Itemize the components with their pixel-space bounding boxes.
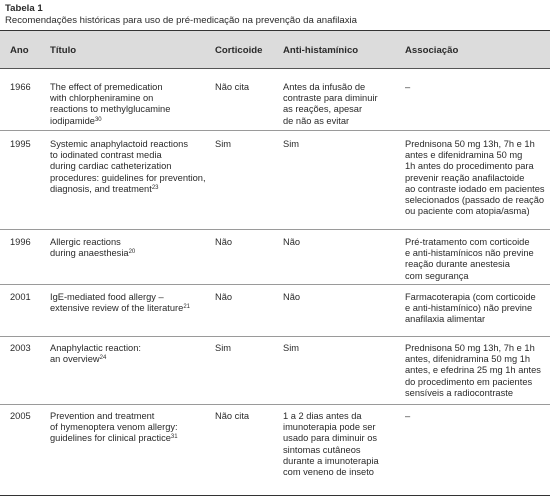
cell-titulo-line: of hymenoptera venom allergy: xyxy=(50,422,178,433)
cell-anti-histaminico-line: contraste para diminuir xyxy=(283,93,378,104)
bottom-rule xyxy=(0,495,550,496)
cell-associacao-line: Pré-tratamento com corticoide xyxy=(405,237,530,247)
cell-anti-histaminico xyxy=(283,82,378,127)
row-divider xyxy=(0,404,550,405)
cell-associacao-line: – xyxy=(405,411,411,421)
cell-titulo-line: IgE-mediated food allergy – xyxy=(50,292,164,302)
cell-associacao xyxy=(405,343,541,399)
cell-associacao-line: reação durante anestesia xyxy=(405,259,510,270)
cell-titulo-line: reactions to methylglucamine xyxy=(50,104,171,115)
header-rule xyxy=(0,68,550,69)
cell-anti-histaminico xyxy=(283,411,379,478)
cell-anti-histaminico-line: sintomas cutâneos xyxy=(283,444,361,455)
cell-associacao-line: antes e difenidramina 50 mg xyxy=(405,150,523,161)
cell-associacao xyxy=(405,292,536,326)
cell-anti-histaminico-line: de não as evitar xyxy=(283,115,350,126)
cell-corticoide-line: Sim xyxy=(215,139,232,149)
cell-corticoide xyxy=(215,237,232,248)
cell-corticoide xyxy=(215,411,249,422)
cell-titulo-line: Anaphylactic reaction: xyxy=(50,343,141,353)
header-corticoide: Corticoide xyxy=(215,45,263,56)
reference-superscript: 24 xyxy=(99,355,107,362)
header-band xyxy=(0,31,550,69)
cell-ano: 2001 xyxy=(10,292,31,302)
cell-titulo-line: diagnosis, and treatment xyxy=(50,183,152,194)
reference-superscript: 23 xyxy=(151,184,159,191)
cell-anti-histaminico-line: as reações, apesar xyxy=(283,104,363,115)
cell-titulo-line: Prevention and treatment xyxy=(50,411,155,421)
header-ano: Ano xyxy=(10,45,29,56)
cell-associacao-line: Farmacoterapia (com corticoide xyxy=(405,292,536,302)
cell-associacao-line: antes, difenidramina 50 mg 1h xyxy=(405,354,531,365)
cell-corticoide xyxy=(215,292,232,303)
cell-associacao-line: com segurança xyxy=(405,270,469,281)
cell-associacao-line: e anti-histamínicos não previne xyxy=(405,248,534,259)
header-titulo: Título xyxy=(50,45,77,56)
cell-associacao-line: e anti-histamínico) não previne xyxy=(405,303,533,314)
cell-associacao-line: antes, e efedrina 25 mg 1h antes xyxy=(405,365,541,376)
cell-titulo xyxy=(50,82,170,127)
header-anti-histaminico: Anti-histamínico xyxy=(283,45,359,56)
cell-titulo-line: extensive review of the literature xyxy=(50,303,184,314)
cell-titulo-line: an overview xyxy=(50,354,100,365)
cell-associacao-line: 1h antes do procedimento para xyxy=(405,161,534,172)
cell-associacao-line: Prednisona 50 mg 13h, 7h e 1h xyxy=(405,343,535,353)
table-caption xyxy=(5,3,357,27)
cell-anti-histaminico-line: 1 a 2 dias antes da xyxy=(283,411,362,421)
cell-titulo-line: Systemic anaphylactoid reactions xyxy=(50,139,188,149)
cell-associacao xyxy=(405,82,410,93)
cell-associacao-line: – xyxy=(405,82,411,92)
cell-associacao xyxy=(405,237,534,282)
cell-anti-histaminico-line: Sim xyxy=(283,139,300,149)
cell-ano: 1996 xyxy=(10,237,31,247)
cell-anti-histaminico-line: Não xyxy=(283,237,301,247)
cell-titulo-line: procedures: guidelines for prevention, xyxy=(50,172,206,183)
cell-titulo xyxy=(50,343,141,365)
row-divider xyxy=(0,284,550,285)
cell-corticoide-line: Não cita xyxy=(215,82,250,92)
row-divider xyxy=(0,336,550,337)
cell-titulo-line: Allergic reactions xyxy=(50,237,121,247)
cell-titulo-line: during anaesthesia xyxy=(50,248,129,259)
cell-anti-histaminico xyxy=(283,292,300,303)
cell-titulo-line: The effect of premedication xyxy=(50,82,163,92)
cell-titulo-line: to iodinated contrast media xyxy=(50,150,162,161)
cell-anti-histaminico xyxy=(283,139,299,150)
cell-titulo xyxy=(50,237,135,259)
cell-titulo-line: iodipamide xyxy=(50,115,95,126)
cell-ano: 1995 xyxy=(10,139,31,149)
cell-corticoide-line: Não cita xyxy=(215,411,250,421)
cell-associacao-line: do procedimento em pacientes xyxy=(405,376,533,387)
cell-titulo xyxy=(50,411,178,445)
reference-superscript: 31 xyxy=(170,434,178,441)
table-title: Recomendações históricas para uso de pré-medicação na prevenção da anafilaxia xyxy=(5,15,357,26)
table-label: Tabela 1 xyxy=(5,3,43,14)
cell-corticoide xyxy=(215,343,231,354)
cell-anti-histaminico xyxy=(283,237,300,248)
cell-corticoide-line: Sim xyxy=(215,343,232,353)
cell-titulo xyxy=(50,292,190,314)
cell-associacao-line: anafilaxia alimentar xyxy=(405,314,486,325)
cell-associacao-line: Prednisona 50 mg 13h, 7h e 1h xyxy=(405,139,535,149)
cell-anti-histaminico-line: Sim xyxy=(283,343,300,353)
cell-anti-histaminico-line: Antes da infusão de xyxy=(283,82,366,92)
cell-anti-histaminico-line: Não xyxy=(283,292,301,302)
cell-associacao-line: prevenir reação anafilactoide xyxy=(405,172,525,183)
row-divider xyxy=(0,229,550,230)
cell-corticoide xyxy=(215,82,249,93)
cell-corticoide-line: Não xyxy=(215,237,233,247)
reference-superscript: 20 xyxy=(128,249,136,256)
cell-associacao-line: sensíveis a radiocontraste xyxy=(405,387,514,398)
header-associacao: Associação xyxy=(405,45,459,56)
cell-ano: 2005 xyxy=(10,411,31,421)
cell-ano: 1966 xyxy=(10,82,31,92)
cell-associacao-line: ou paciente com atopia/asma) xyxy=(405,206,530,217)
cell-associacao-line: ao contraste iodado em pacientes xyxy=(405,183,545,194)
reference-superscript: 21 xyxy=(183,304,191,311)
cell-titulo-line: during cardiac catheterization xyxy=(50,161,172,172)
cell-anti-histaminico-line: com veneno de inseto xyxy=(283,467,374,478)
cell-associacao xyxy=(405,411,410,422)
cell-corticoide xyxy=(215,139,231,150)
cell-anti-histaminico xyxy=(283,343,299,354)
row-divider xyxy=(0,130,550,131)
cell-ano: 2003 xyxy=(10,343,31,353)
cell-associacao xyxy=(405,139,545,217)
cell-titulo-line: guidelines for clinical practice xyxy=(50,433,171,444)
cell-anti-histaminico-line: usado para diminuir os xyxy=(283,433,378,444)
cell-titulo xyxy=(50,139,206,195)
cell-corticoide-line: Não xyxy=(215,292,233,302)
cell-titulo-line: with chlorpheniramine on xyxy=(50,93,154,104)
cell-anti-histaminico-line: imunoterapia pode ser xyxy=(283,422,376,433)
cell-anti-histaminico-line: durante a imunoterapia xyxy=(283,455,379,466)
cell-associacao-line: selecionados (passado de reação xyxy=(405,195,545,206)
reference-superscript: 30 xyxy=(94,116,102,123)
